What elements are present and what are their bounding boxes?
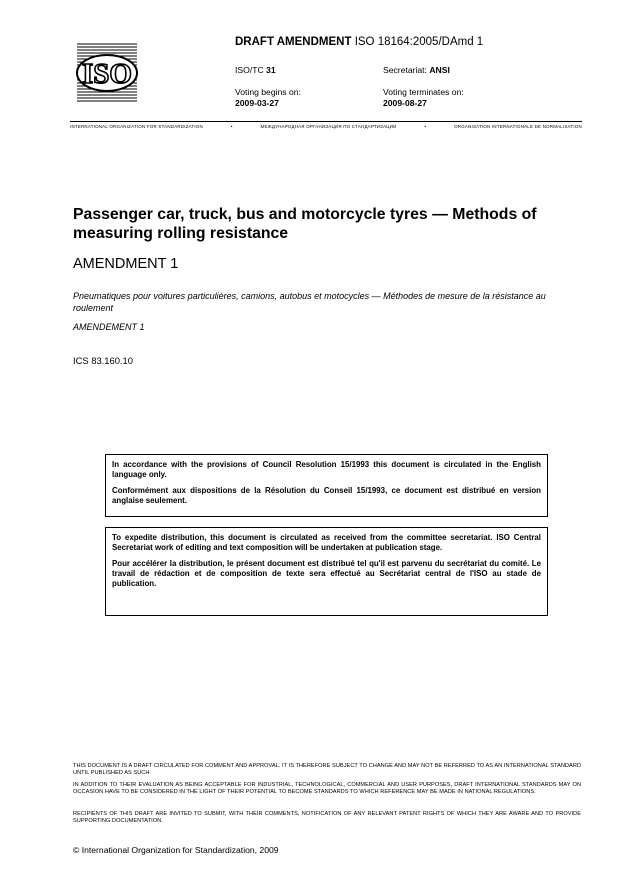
distribution-notice-box bbox=[105, 527, 548, 616]
tc-value: 31 bbox=[266, 65, 276, 75]
language-notice-fr: Conformément aux dispositions de la Résolution du Conseil 15/1993, ce document est distribué en version anglaise seulement. bbox=[112, 486, 541, 505]
french-amendment-label: AMENDEMENT 1 bbox=[73, 322, 145, 332]
org-separator: • bbox=[424, 124, 427, 129]
footer-disclaimer-2: IN ADDITION TO THEIR EVALUATION AS BEING ACCEPTABLE FOR INDUSTRIAL, TECHNOLOGICAL, COMMERCIAL AND USER PURPOSES, DRAFT INTERNATIONAL STANDARDS MAY ON OCCASION HAVE TO BE CONSIDERED IN THE LIGHT OF THEIR POTENTIAL TO BECOME STANDARDS TO WHICH REFERENCE MAY BE MADE IN NATIONAL REGULATIONS. bbox=[73, 782, 581, 796]
document-title: Passenger car, truck, bus and motorcycle tyres — Methods of measuring rolling resistance bbox=[73, 206, 537, 242]
org-russian: МЕЖДУНАРОДНАЯ ОРГАНИЗАЦИЯ ПО СТАНДАРТИЗАЦИИ bbox=[260, 124, 397, 129]
tc-line bbox=[235, 65, 276, 76]
french-title: Pneumatiques pour voitures particulières, camions, autobus et motocycles — Méthodes de mesure de la résistance au roulement bbox=[73, 291, 546, 313]
org-separator: • bbox=[230, 124, 233, 129]
document-heading bbox=[235, 36, 483, 48]
heading-bold: DRAFT AMENDMENT bbox=[235, 36, 352, 48]
amendment-label: AMENDMENT 1 bbox=[73, 256, 179, 272]
logo-text: ISO bbox=[82, 58, 132, 90]
secretariat-value: ANSI bbox=[429, 65, 450, 75]
iso-logo bbox=[75, 40, 139, 104]
heading-reference: ISO 18164:2005/DAmd 1 bbox=[354, 36, 484, 48]
org-english: INTERNATIONAL ORGANIZATION FOR STANDARDIZATION bbox=[70, 124, 203, 129]
distribution-notice-en: To expedite distribution, this document is circulated as received from the committee secretariat. ISO Central Secretariat work of editing and text composition will be undertaken at publication stage. bbox=[112, 533, 541, 552]
voting-begins bbox=[235, 87, 301, 109]
voting-ends-date: 2009-08-27 bbox=[383, 98, 427, 108]
header-rule bbox=[70, 121, 582, 122]
language-notice-en: In accordance with the provisions of Council Resolution 15/1993 this document is circulated in the English language only. bbox=[112, 460, 541, 479]
distribution-notice-fr: Pour accélérer la distribution, le présent document est distribué tel qu'il est parvenu du secrétariat du comité. Le travail de rédaction et de composition de texte sera effectué au Secrétariat central de l'ISO au stade de publication. bbox=[112, 559, 541, 588]
voting-begins-label: Voting begins on: bbox=[235, 87, 301, 97]
voting-ends bbox=[383, 87, 464, 109]
copyright-notice: © International Organization for Standardization, 2009 bbox=[73, 845, 279, 855]
tc-label: ISO/TC bbox=[235, 65, 264, 75]
footer-disclaimer-3: RECIPIENTS OF THIS DRAFT ARE INVITED TO SUBMIT, WITH THEIR COMMENTS, NOTIFICATION OF ANY RELEVANT PATENT RIGHTS OF WHICH THEY ARE AWARE AND TO PROVIDE SUPPORTING DOCUMENTATION. bbox=[73, 811, 581, 825]
secretariat-line bbox=[383, 65, 450, 76]
voting-begins-date: 2009-03-27 bbox=[235, 98, 279, 108]
organization-line bbox=[70, 124, 582, 129]
ics-code: ICS 83.160.10 bbox=[73, 355, 133, 366]
footer-disclaimer-1: THIS DOCUMENT IS A DRAFT CIRCULATED FOR COMMENT AND APPROVAL. IT IS THEREFORE SUBJECT TO CHANGE AND MAY NOT BE REFERRED TO AS AN INTERNATIONAL STANDARD UNTIL PUBLISHED AS SUCH. bbox=[73, 763, 581, 777]
org-french: ORGANISATION INTERNATIONALE DE NORMALISATION bbox=[454, 124, 582, 129]
language-notice-box bbox=[105, 454, 548, 517]
voting-ends-label: Voting terminates on: bbox=[383, 87, 464, 97]
secretariat-label: Secretariat: bbox=[383, 65, 427, 75]
